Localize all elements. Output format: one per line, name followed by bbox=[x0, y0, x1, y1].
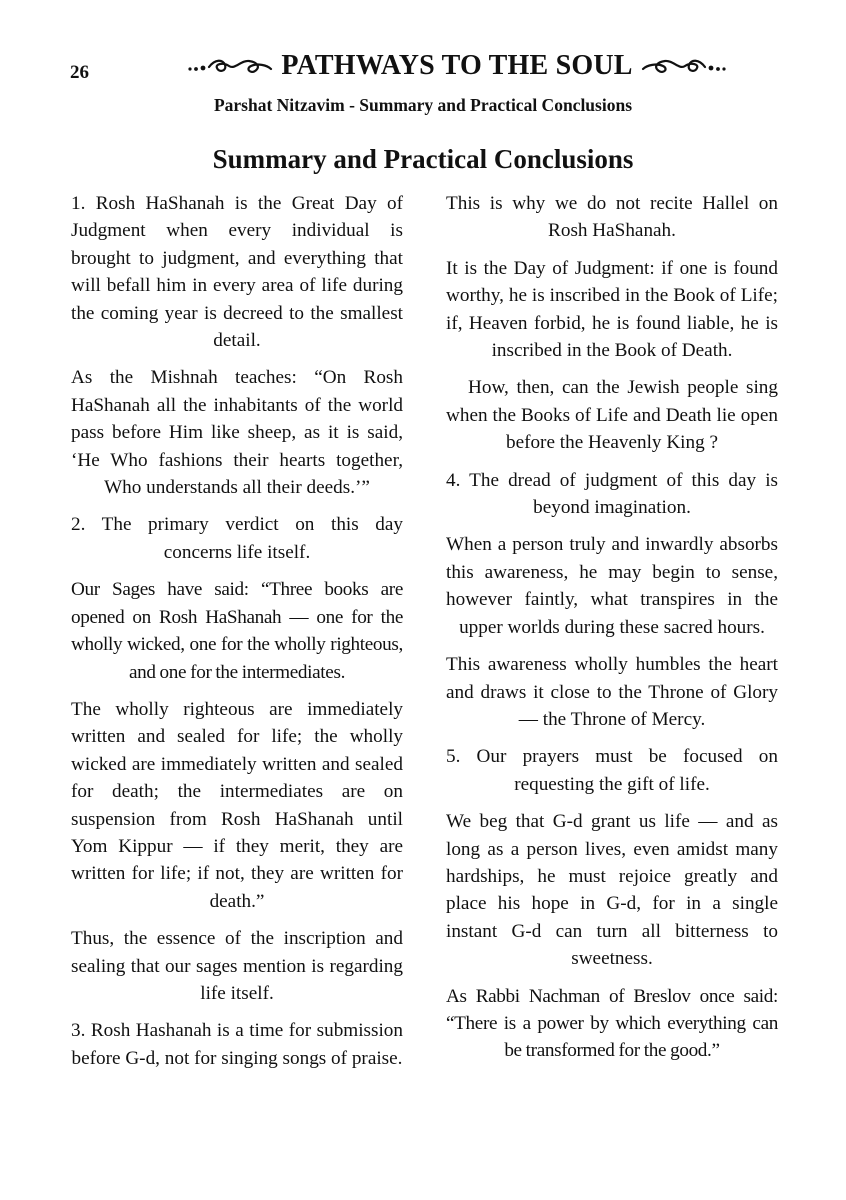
left-ornament-icon bbox=[185, 55, 273, 77]
book-title-banner bbox=[132, 50, 782, 82]
paragraph: 5. Our prayers must be focused on requesting the gift of life. bbox=[446, 746, 778, 795]
paragraph: We beg that G-d grant us life — and as long as a person lives, even amidst many hardships, he must rejoice greatly and place his hope in G-d, for in a single instant G-d can turn all bitterness to sweetness. bbox=[446, 811, 778, 970]
paragraph: 3. Rosh Hashanah is a time for submission before G-d, not for singing songs of praise. bbox=[71, 1020, 403, 1069]
section-subtitle: Parshat Nitzavim - Summary and Practical Conclusions bbox=[213, 95, 633, 115]
left-column bbox=[71, 190, 403, 1082]
page-number: 26 bbox=[70, 62, 89, 83]
paragraph: The wholly righteous are immediately written and sealed for life; the wholly wicked are immediately written and sealed for death; the intermediates are on suspension from Rosh HaShanah until Yom Kippur — if they merit, they are written for life; if not, they are written for death.” bbox=[71, 698, 403, 912]
paragraph: Thus, the essence of the inscription and sealing that our sages mention is regarding life itself. bbox=[71, 928, 403, 1004]
paragraph: As Rabbi Nachman of Breslov once said: “There is a power by which everything can be transformed for the good.” bbox=[446, 985, 778, 1062]
paragraph: As the Mishnah teaches: “On Rosh HaShanah all the inhabitants of the world pass before Him like sheep, as it is said, ‘He Who fashions their hearts together, Who understands all their deeds.’” bbox=[71, 367, 403, 499]
book-title: PATHWAYS TO THE SOUL bbox=[281, 50, 633, 81]
paragraph: When a person truly and inwardly absorbs this awareness, he may begin to sense, however faintly, what transpires in the upper worlds during these sacred hours. bbox=[446, 534, 778, 638]
paragraph: It is the Day of Judgment: if one is found worthy, he is inscribed in the Book of Life; if, Heaven forbid, he is found liable, he is inscribed in the Book of Death. bbox=[446, 257, 778, 362]
paragraph: 4. The dread of judgment of this day is beyond imagination. bbox=[446, 469, 778, 519]
page-heading: Summary and Practical Conclusions bbox=[212, 144, 634, 174]
paragraph: This awareness wholly humbles the heart and draws it close to the Throne of Glory — the Throne of Mercy. bbox=[446, 654, 778, 730]
running-head bbox=[70, 50, 790, 90]
paragraph: This is why we do not recite Hallel on Rosh HaShanah. bbox=[446, 193, 778, 242]
paragraph: 1. Rosh HaShanah is the Great Day of Judgment when every individual is brought to judgment, and everything that will befall him in every area of life during the coming year is decreed to the smallest detail. bbox=[71, 193, 403, 352]
paragraph: How, then, can the Jewish people sing when the Books of Life and Death lie open before the Heavenly King ? bbox=[446, 377, 778, 454]
paragraph: 2. The primary verdict on this day concerns life itself. bbox=[71, 514, 403, 563]
right-ornament-icon bbox=[641, 55, 729, 77]
right-column bbox=[446, 190, 778, 1075]
paragraph: Our Sages have said: “Three books are opened on Rosh HaShanah — one for the wholly wicked, one for the wholly righteous, and one for the intermediates. bbox=[71, 579, 403, 683]
